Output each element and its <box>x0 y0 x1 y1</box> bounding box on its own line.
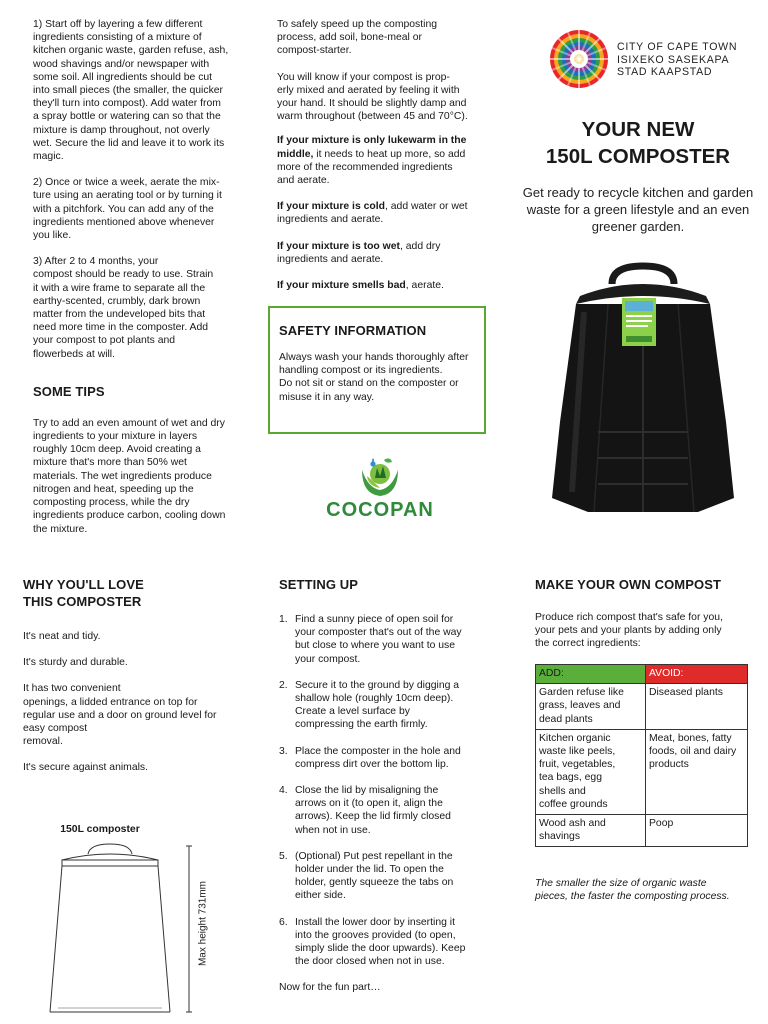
speed-up-text: To safely speed up the composting process, add soil, bone-meal or compost-starter. <box>277 19 437 57</box>
step-text: Place the composter in the hole and compress dirt over the bottom lip. <box>295 745 461 770</box>
make-compost-heading: MAKE YOUR OWN COMPOST <box>535 577 722 592</box>
cold-label: If your mixture is cold <box>277 201 385 213</box>
table-row <box>536 815 748 847</box>
avoid-cell: Meat, bones, fatty foods, oil and dairy products <box>646 729 748 814</box>
cocopan-logo <box>322 450 438 525</box>
step-number: 4. <box>279 785 288 797</box>
step-3-text: 3) After 2 to 4 months, your compost should be ready to use. Strain it with a wire frame to separate all the earthy-scented, crumbly, dark brown matter from the undeveloped bits that need more time in the composter. Add your compost to pot plants and flowerbeds at will. <box>33 256 214 360</box>
why-love-section <box>23 576 253 788</box>
page-title: YOUR NEW 150L COMPOSTER <box>545 118 731 168</box>
top-middle-column <box>277 18 487 305</box>
cocopan-label: COCOPAN <box>326 499 434 521</box>
composter-diagram <box>30 822 230 1024</box>
step-text: Secure it to the ground by digging a shallow hole (roughly 10cm deep). Create a level surface by compressing the earth firmly. <box>295 679 460 731</box>
step-text: Install the lower door by inserting it into the grooves provided (to open, simply slide the door upwards). Keep the door closed when not in use. <box>295 916 466 968</box>
step-text: Close the lid by misaligning the arrows on it (to open it, align the arrows). Keep the lid firmly closed when not in use. <box>295 785 451 836</box>
safety-information-box <box>268 306 486 434</box>
avoid-cell: Poop <box>646 815 748 847</box>
step-2-text: 2) Once or twice a week, aerate the mix- ture using an aerating tool or by turning it with a pitchfork. You can add any of the ingredients mentioned above whenever you like. <box>33 177 222 242</box>
step-number: 5. <box>279 850 288 862</box>
table-row <box>536 729 748 814</box>
avoid-header: AVOID: <box>646 665 748 684</box>
setup-step <box>279 850 494 903</box>
mixed-check-text: You will know if your compost is prop- erly mixed and aerated by feeling it with your hand. It should be slightly damp and warm throughout (between 45 and 70°C). <box>277 71 468 123</box>
step-number: 3. <box>279 745 288 757</box>
lukewarm-label: If your mixture is only lukewarm in the middle, <box>277 135 467 160</box>
step-number: 1. <box>279 614 288 625</box>
fun-part-text: Now for the fun part… <box>279 982 381 994</box>
cocopan-icon <box>322 450 438 502</box>
setup-step <box>279 679 494 732</box>
add-cell: Wood ash and shavings <box>536 815 646 847</box>
step-number: 6. <box>279 916 288 928</box>
smell-tip <box>277 279 487 292</box>
avoid-cell: Diseased plants <box>646 684 748 730</box>
step-number: 2. <box>279 679 288 691</box>
lukewarm-tip <box>277 134 487 187</box>
add-cell: Kitchen organic waste like peels, fruit, vegetables, tea bags, egg shells and coffee grounds <box>536 729 646 814</box>
wet-tip <box>277 240 487 266</box>
setup-step <box>279 784 494 837</box>
table-header-row <box>536 665 748 684</box>
top-left-column <box>33 18 251 549</box>
safety-heading: SAFETY INFORMATION <box>279 323 427 338</box>
add-header: ADD: <box>536 665 646 684</box>
setup-step <box>279 745 494 771</box>
smell-label: If your mixture smells bad <box>277 280 406 292</box>
safety-text: Always wash your hands thoroughly after handling compost or its ingredients. Do not sit or stand on the composter or misuse it in any way. <box>279 352 469 403</box>
wet-advice: , add dry ingredients and aerate. <box>277 240 441 265</box>
why-love-heading: WHY YOU'LL LOVE THIS COMPOSTER <box>23 577 144 609</box>
step-text: (Optional) Put pest repellant in the holder under the lid. To open the holder, gently squeeze the tabs on either side. <box>295 850 454 902</box>
step-1-text: 1) Start off by layering a few different ingredients consisting of a mixture of kitchen organic waste, garden refuse, ash, wood shavings and/or newspaper with some soil. All ingredients should be cut into small pieces (the smaller, the quicker they'll turn into compost). Add water from a spray bottle or watering can so that the mixture is damp throughout, not overly wet. Secure the lid and leave it to work its magic. <box>33 19 229 163</box>
city-of-cape-town-logo <box>547 27 747 95</box>
setup-step <box>279 916 494 969</box>
wet-label: If your mixture is too wet <box>277 240 400 252</box>
why-sturdy-text: It's sturdy and durable. <box>23 657 128 669</box>
add-cell: Garden refuse like grass, leaves and dead plants <box>536 684 646 730</box>
cold-advice: , add water or wet ingredients and aerate. <box>277 201 468 226</box>
make-compost-intro: Produce rich compost that's safe for you, your pets and your plants by adding only the correct ingredients: <box>535 612 723 650</box>
why-openings-text: It has two convenient openings, a lidded entrance on top for regular use and a door on ground level for easy compost removal. <box>23 683 217 748</box>
composter-photo <box>548 262 738 516</box>
setup-steps-list <box>279 613 494 968</box>
lukewarm-advice: it needs to heat up more, so add more of the recommended ingredients and aerate. <box>277 148 466 187</box>
diagram-title: 150L composter <box>60 824 140 835</box>
footnote-text: The smaller the size of organic waste pieces, the faster the composting process. <box>535 878 730 903</box>
diagram-height-label: Max height 731mm <box>197 880 209 967</box>
table-row <box>536 684 748 730</box>
step-text: Find a sunny piece of open soil for your composter that's out of the way but close to where you want to use your compost. <box>295 614 462 665</box>
make-compost-section <box>535 576 755 664</box>
ingredients-table <box>535 664 748 847</box>
city-name-text: CITY OF CAPE TOWN ISIXEKO SASEKAPA STAD KAAPSTAD <box>617 41 738 79</box>
why-secure-text: It's secure against animals. <box>23 762 148 774</box>
city-emblem-icon <box>547 27 611 91</box>
setup-step <box>279 613 494 666</box>
why-neat-text: It's neat and tidy. <box>23 631 101 642</box>
cold-tip <box>277 200 487 226</box>
page-subtitle: Get ready to recycle kitchen and garden waste for a green lifestyle and an even greener garden. <box>522 185 754 234</box>
some-tips-text: Try to add an even amount of wet and dry ingredients to your mixture in layers roughly 10cm deep. Avoid creating a mixture that's more than 50% wet materials. The wet ingredients produce nitrogen and heat, speeding up the composting process, while the dry ingredients produce carbon, cooling down the mixture. <box>33 417 226 535</box>
smell-advice: , aerate. <box>405 280 444 292</box>
setting-up-section <box>279 576 494 1008</box>
setting-up-heading: SETTING UP <box>279 577 359 592</box>
some-tips-heading: SOME TIPS <box>33 383 105 399</box>
